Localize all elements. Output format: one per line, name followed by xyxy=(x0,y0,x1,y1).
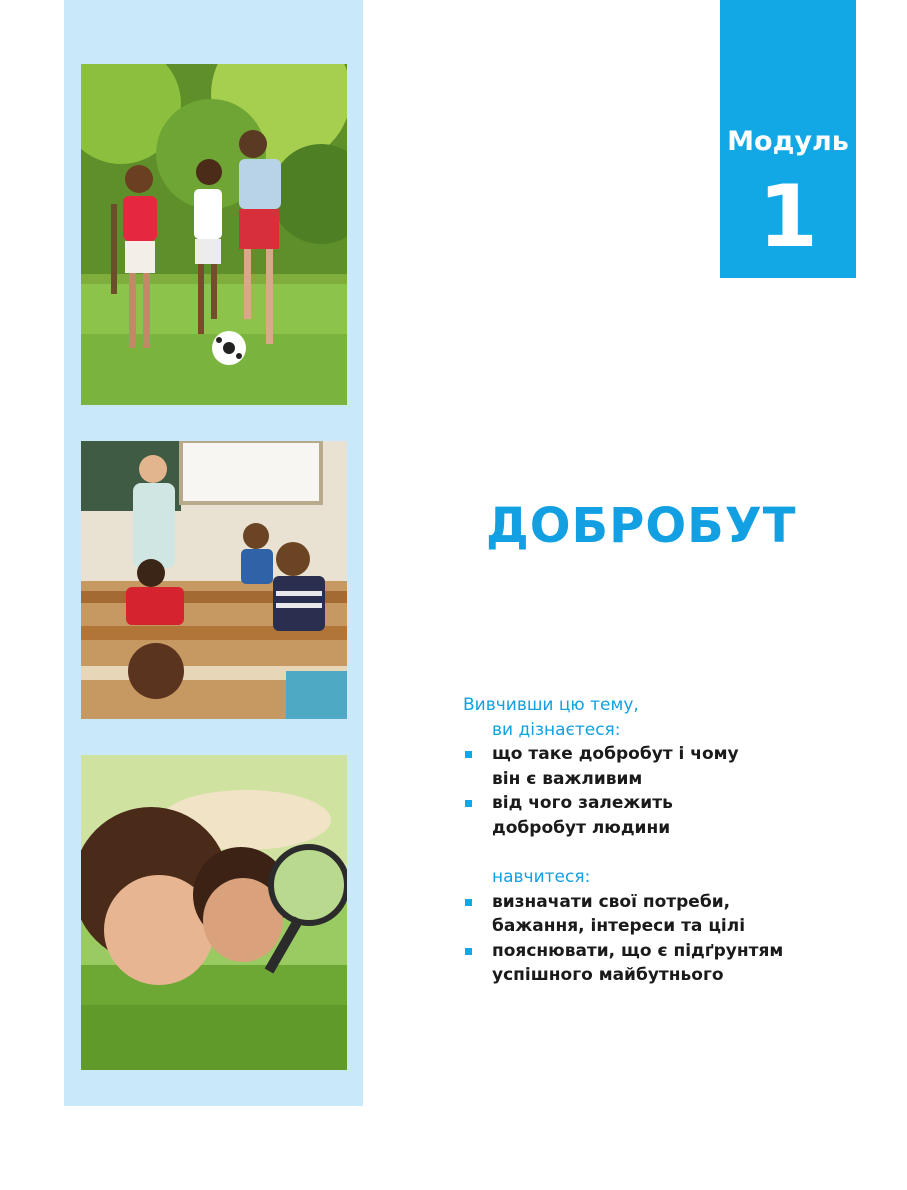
children-football-photo xyxy=(81,64,347,405)
module-number: 1 xyxy=(758,167,818,267)
list-item-line: він є важливим xyxy=(492,768,643,789)
classroom-photo xyxy=(81,441,347,719)
list-item-line: що таке добробут і чому xyxy=(492,744,739,764)
list-item-line: визначати свої потреби, xyxy=(492,891,731,912)
list-item xyxy=(463,742,883,791)
list-item xyxy=(463,791,883,840)
bullet-icon xyxy=(465,751,472,758)
list-item xyxy=(463,939,883,988)
learning-objectives xyxy=(463,693,883,988)
magnifying-glass-photo xyxy=(81,755,347,1070)
list-item-line: від чого залежить xyxy=(492,793,673,813)
list-item xyxy=(463,890,883,939)
module-tab xyxy=(720,0,856,278)
list-item-line: бажання, інтереси та цілі xyxy=(492,916,746,936)
objectives-intro: Вивчивши цю тему, xyxy=(463,695,639,715)
list-item-line: добробут людини xyxy=(492,817,671,838)
list-item-line: пояснювати, що є підґрунтям xyxy=(492,940,784,961)
skills-label: навчитеся: xyxy=(492,867,591,887)
module-label: Модуль xyxy=(727,126,849,157)
list-item-line: успішного майбутнього xyxy=(492,965,724,985)
bullet-icon xyxy=(465,800,472,807)
page-title: ДОБРОБУТ xyxy=(486,498,797,554)
bullet-icon xyxy=(465,899,472,906)
learn-label: ви дізнаєтеся: xyxy=(492,719,621,740)
bullet-icon xyxy=(465,948,472,955)
